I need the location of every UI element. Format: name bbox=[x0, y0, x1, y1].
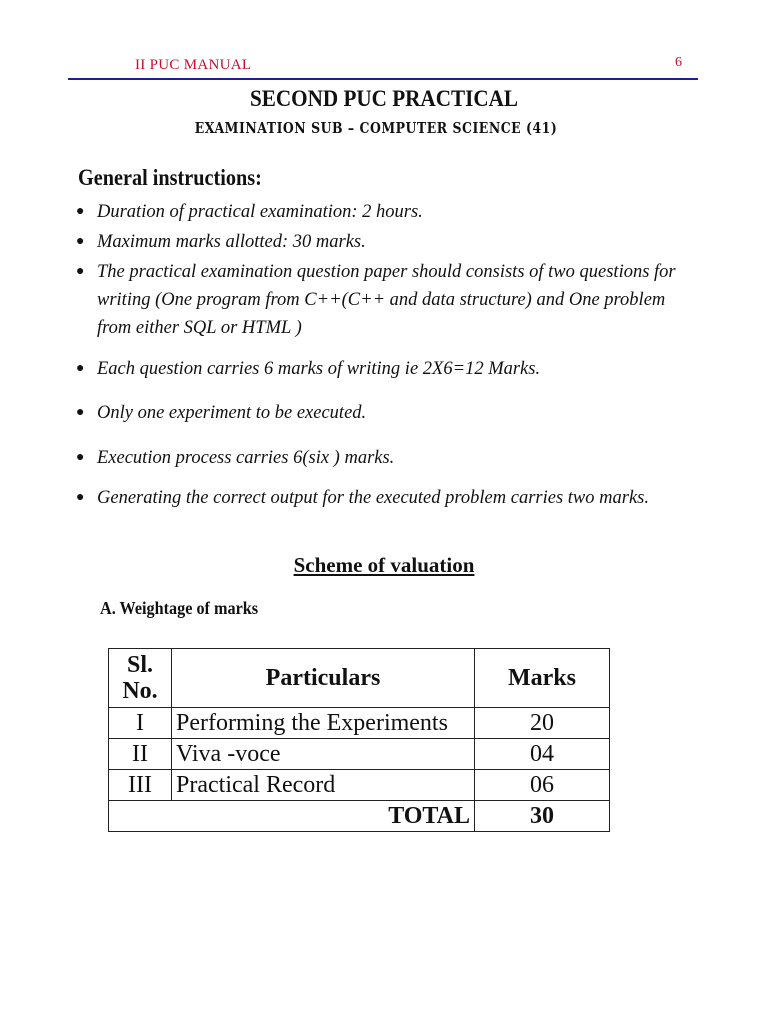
instruction-text: Each question carries 6 marks of writing ie 2X6=12 Marks. bbox=[97, 359, 541, 379]
marks-cell: 04 bbox=[475, 739, 610, 770]
scheme-heading: Scheme of valuation bbox=[293, 553, 475, 577]
particulars-cell: Practical Record bbox=[172, 770, 475, 801]
instruction-item bbox=[76, 258, 696, 342]
page-subtitle: EXAMINATION SUB – COMPUTER SCIENCE (41) bbox=[194, 120, 558, 137]
header-divider bbox=[68, 78, 698, 80]
sl-cell: III bbox=[109, 770, 172, 801]
particulars-header: Particulars bbox=[172, 649, 475, 708]
instruction-text: The practical examination question paper should consists of two questions for writing (One program from C++(C++ and data structure) and One problem from either SQL or HTML ) bbox=[97, 262, 676, 338]
instruction-item bbox=[76, 198, 696, 226]
sl-header-line: Sl. bbox=[126, 652, 153, 678]
sl-cell: I bbox=[109, 708, 172, 739]
total-label: TOTAL bbox=[109, 801, 475, 832]
table-row bbox=[109, 708, 610, 739]
marks-cell: 20 bbox=[475, 708, 610, 739]
total-value: 30 bbox=[475, 801, 610, 832]
general-instructions-heading: General instructions: bbox=[78, 165, 262, 190]
table-row bbox=[109, 739, 610, 770]
instruction-item bbox=[76, 399, 696, 427]
instruction-item bbox=[76, 355, 696, 383]
page-number: 6 bbox=[675, 55, 682, 70]
particulars-cell: Viva -voce bbox=[172, 739, 475, 770]
header-manual-label: II PUC MANUAL bbox=[135, 57, 252, 73]
bullet-icon: ● bbox=[76, 264, 85, 279]
bullet-icon: ● bbox=[76, 405, 85, 420]
instruction-item bbox=[76, 484, 696, 512]
sl-header-line: No. bbox=[122, 678, 158, 704]
sl-cell: II bbox=[109, 739, 172, 770]
instruction-text: Execution process carries 6(six ) marks. bbox=[97, 448, 395, 468]
marks-table bbox=[108, 648, 610, 832]
table-row bbox=[109, 770, 610, 801]
bullet-icon: ● bbox=[76, 450, 85, 465]
marks-header: Marks bbox=[475, 649, 610, 708]
instruction-text: Generating the correct output for the executed problem carries two marks. bbox=[97, 488, 649, 508]
marks-cell: 06 bbox=[475, 770, 610, 801]
instruction-text: Only one experiment to be executed. bbox=[97, 403, 367, 423]
bullet-icon: ● bbox=[76, 490, 85, 505]
bullet-icon: ● bbox=[76, 204, 85, 219]
instruction-item bbox=[76, 228, 696, 256]
bullet-icon: ● bbox=[76, 361, 85, 376]
particulars-cell: Performing the Experiments bbox=[172, 708, 475, 739]
instruction-text: Duration of practical examination: 2 hours. bbox=[97, 202, 423, 222]
bullet-icon: ● bbox=[76, 234, 85, 249]
instruction-text: Maximum marks allotted: 30 marks. bbox=[97, 232, 366, 252]
weightage-subheading: A. Weightage of marks bbox=[100, 598, 259, 618]
table-header-row bbox=[109, 649, 610, 708]
table-total-row bbox=[109, 801, 610, 832]
instruction-item bbox=[76, 444, 696, 472]
page-title: SECOND PUC PRACTICAL bbox=[249, 86, 519, 111]
sl-no-header bbox=[109, 649, 172, 708]
